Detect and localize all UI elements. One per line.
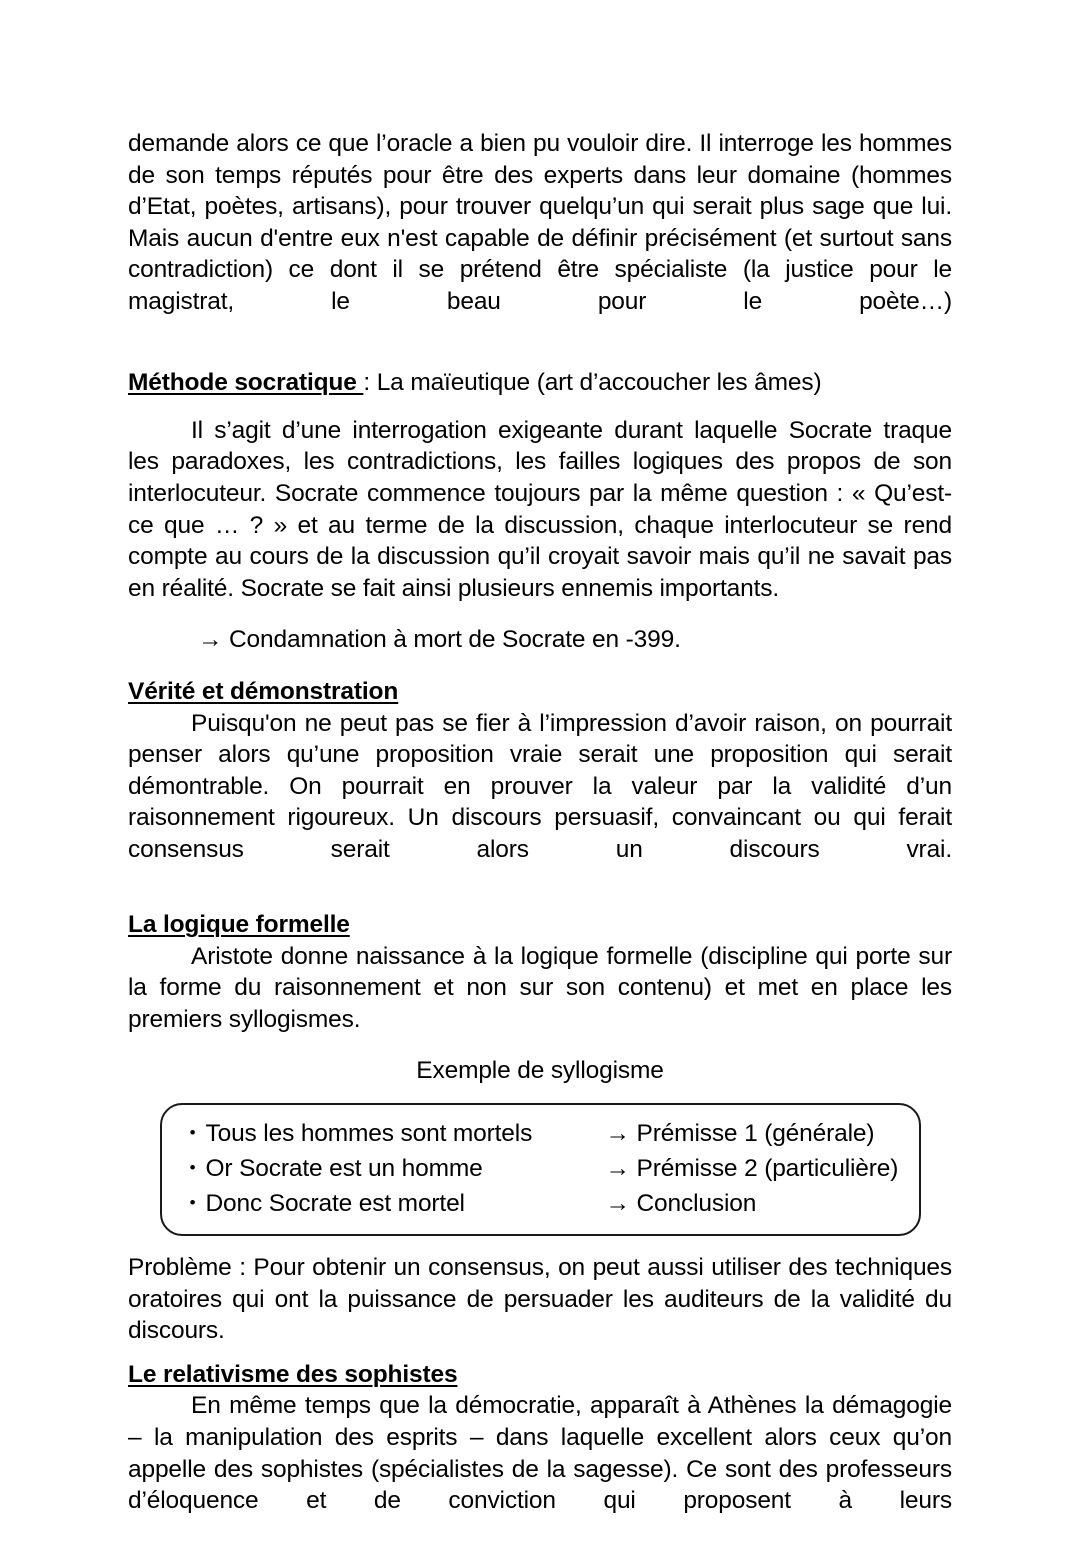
syllogism-proposition: Donc Socrate est mortel [205, 1190, 465, 1218]
spacer [128, 897, 952, 909]
spacer [128, 604, 952, 624]
bullet-icon: • [189, 1123, 196, 1143]
heading-la-logique-formelle [128, 909, 952, 941]
syllogism-proposition: Or Socrate est un homme [205, 1155, 483, 1183]
heading-le-relativisme-des-sophistes [128, 1359, 952, 1391]
spacer [128, 349, 952, 367]
syllogism-box-wrapper [128, 1103, 952, 1236]
heading-verite-et-demonstration-label: Vérité et démonstration [128, 677, 399, 705]
paragraph-sophistes: En même temps que la démocratie, apparaît à Athènes la démagogie – la manipulation des esprits – dans laquelle excellent alors ceux qu’on appelle des sophistes (spécialistes de la sagesse). Ce sont des professeurs d’éloquence et de conviction qui proposent à leurs [128, 1392, 952, 1515]
bullet-icon: • [189, 1193, 196, 1213]
subheading-methode-socratique-rest: : La maïeutique (art d’accoucher les âmes) [363, 369, 822, 397]
paragraph-probleme [128, 1252, 952, 1347]
caption-exemple-de-syllogisme: Exemple de syllogisme [416, 1057, 664, 1085]
paragraph-verite: Puisqu'on ne peut pas se fier à l’impression d’avoir raison, on pourrait penser alors qu’une proposition vraie serait une proposition qui serait démontrable. On pourrait en prouver la valeur par la validité d’un raisonnement rigoureux. Un discours persuasif, convaincant ou qui ferait consensus serait alors un discours vrai. [128, 709, 952, 863]
paragraph-maieutique: Il s’agit d’une interrogation exigeante durant laquelle Socrate traque les paradoxes, les contradictions, les failles logiques des propos de son interlocuteur. Socrate commence toujours par la même question : « Qu’est-ce que … ? » et au terme de la discussion, chaque interlocuteur se rend compte au cours de la discussion qu’il croyait savoir mais qu’il ne savait pas en réalité. Socrate se fait ainsi plusieurs ennemis importants. [128, 416, 952, 602]
arrow-line-condamnation: → Condamnation à mort de Socrate en -399. [198, 626, 681, 654]
document-body [128, 128, 952, 1548]
bullet-icon: • [189, 1158, 196, 1178]
subheading-methode-socratique-label: Méthode socratique [128, 369, 364, 397]
paragraph-oracle: demande alors ce que l’oracle a bien pu vouloir dire. Il interroge les hommes de son temps réputés pour être des experts dans leur domaine (hommes d’Etat, poètes, artisans), pour trouver quelqu’un qui serait plus sage que lui. Mais aucun d'entre eux n'est capable de définir précisément (et surtout sans contradiction) ce dont il se prétend être spécialiste (la justice pour le magistrat, le beau pour le poète…) [128, 130, 952, 315]
syllogism-annotation: → Conclusion [605, 1190, 757, 1218]
spacer [128, 1035, 952, 1055]
syllogism-annotation: → Prémisse 2 (particulière) [605, 1155, 899, 1183]
paragraph-probleme-label: Problème [128, 1254, 232, 1282]
paragraph-logique-formelle: Aristote donne naissance à la logique formelle (discipline qui porte sur la forme du raisonnement et non sur son contenu) et met en place les premiers syllogismes. [128, 942, 952, 1033]
subheading-methode-socratique [128, 367, 952, 399]
syllogism-row [162, 1152, 919, 1187]
heading-le-relativisme-des-sophistes-label: Le relativisme des sophistes [128, 1360, 458, 1388]
syllogism-annotation: → Prémisse 1 (générale) [605, 1120, 875, 1148]
heading-verite-et-demonstration [128, 676, 952, 708]
paragraph-probleme-rest: : Pour obtenir un consensus, on peut aussi utiliser des techniques oratoires qui ont la puissance de persuader les auditeurs de la validité du discours. [128, 1254, 952, 1345]
spacer [128, 1087, 952, 1103]
syllogism-row [162, 1187, 919, 1222]
heading-la-logique-formelle-label: La logique formelle [128, 911, 350, 939]
spacer [128, 1236, 952, 1252]
syllogism-row [162, 1117, 919, 1152]
spacer [128, 399, 952, 415]
spacer [128, 1347, 952, 1359]
syllogism-box [160, 1103, 921, 1236]
syllogism-proposition: Tous les hommes sont mortels [205, 1120, 533, 1148]
spacer [128, 656, 952, 676]
